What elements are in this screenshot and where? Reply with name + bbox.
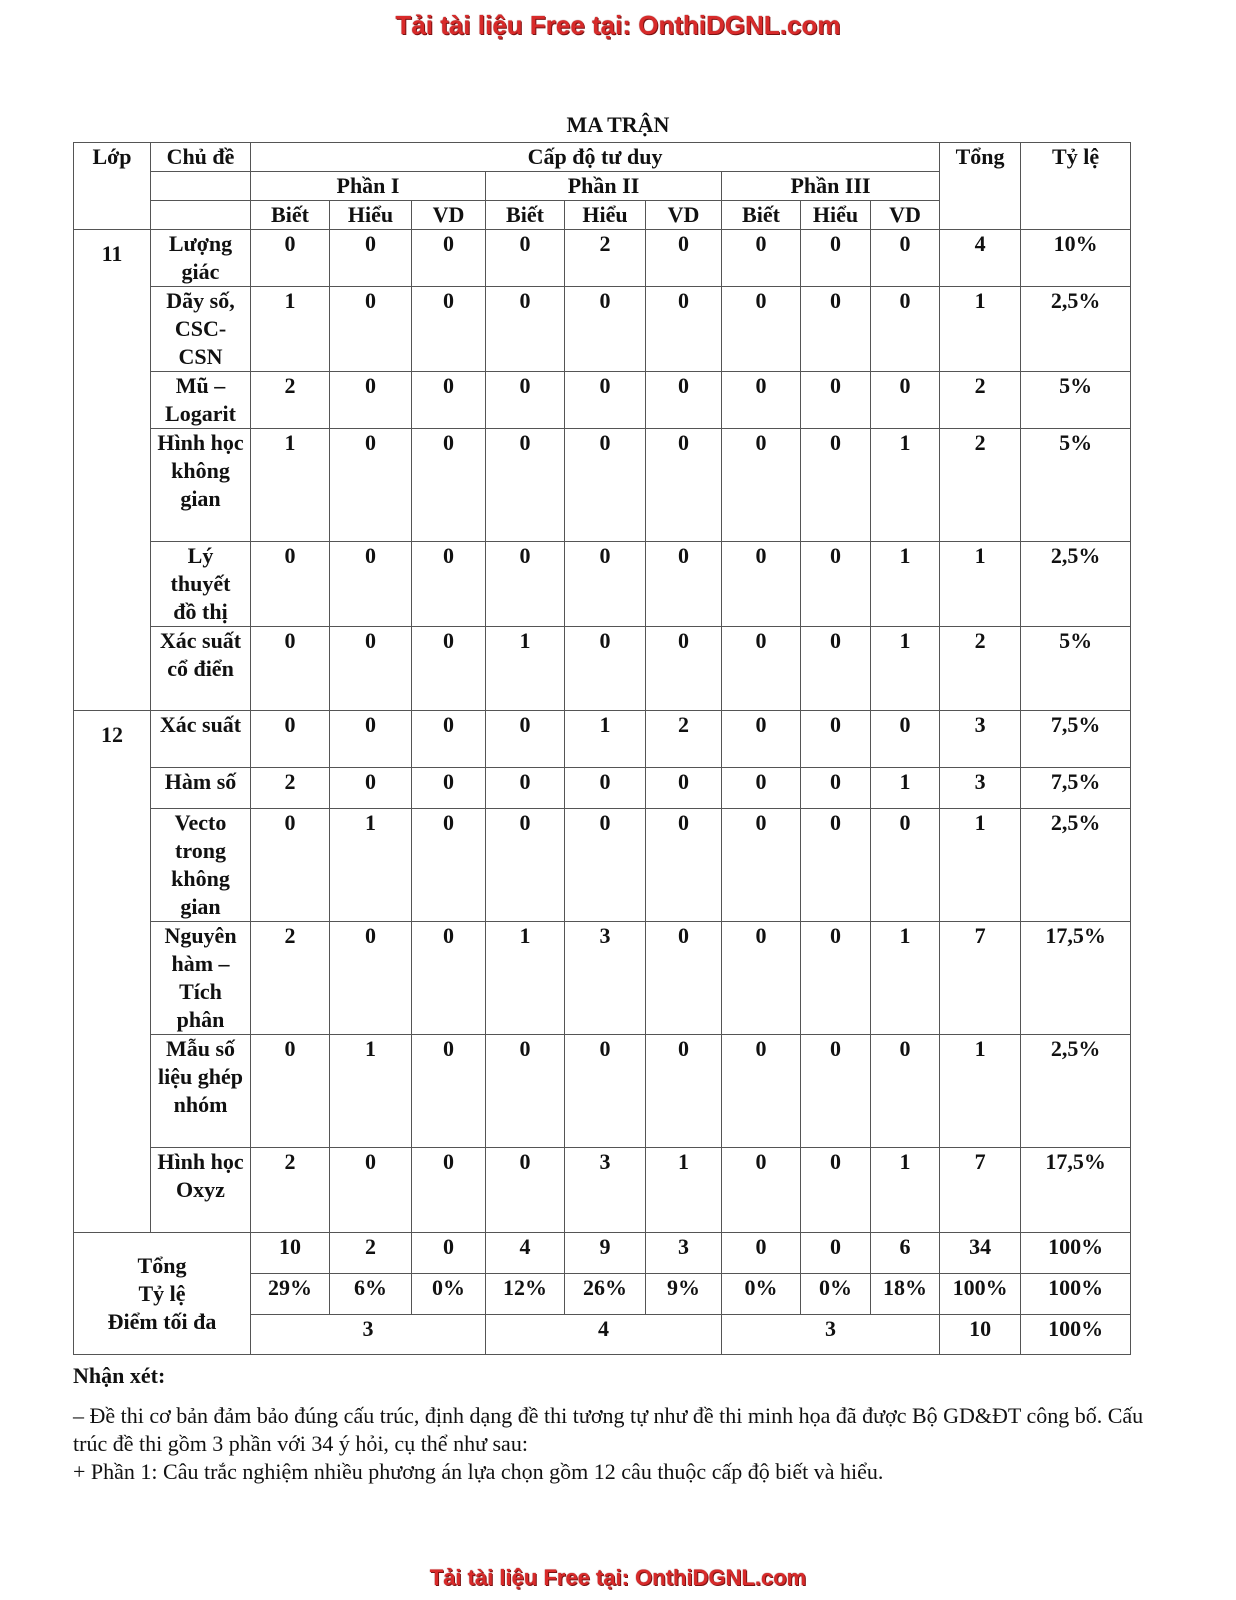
value-cell: 0 [486, 372, 565, 429]
total-cell: 1 [940, 542, 1021, 627]
value-cell: 0 [801, 429, 871, 542]
summary-total: 100% [940, 1274, 1021, 1315]
summary-label-tong: Tổng [137, 1252, 187, 1278]
value-cell: 0 [565, 429, 646, 542]
comment-line: – Đề thi cơ bản đảm bảo đúng cấu trúc, định dạng đề thi tương tự như đề thi minh họa đã được Bộ GD&ĐT công bố. Cấu trúc đề thi gồm 3 phần với 34 ý hỏi, cụ thể như sau: [73, 1403, 1144, 1456]
value-cell: 2 [565, 230, 646, 287]
value-cell: 1 [486, 627, 565, 711]
summary-cell: 12% [486, 1274, 565, 1315]
topic-cell: Hàm số [151, 768, 251, 809]
topic-cell: Nguyên hàm – Tích phân [151, 922, 251, 1035]
value-cell: 0 [251, 711, 330, 768]
topic-cell: Mũ – Logarit [151, 372, 251, 429]
value-cell: 0 [330, 372, 412, 429]
value-cell: 0 [412, 542, 486, 627]
value-cell: 3 [565, 922, 646, 1035]
total-cell: 3 [940, 768, 1021, 809]
header-phan-1: Phần I [251, 172, 486, 201]
summary-cell: 4 [486, 1233, 565, 1274]
summary-ratio: 100% [1021, 1233, 1131, 1274]
value-cell: 0 [565, 287, 646, 372]
ratio-cell: 7,5% [1021, 711, 1131, 768]
header-chu-de: Chủ đề [151, 143, 251, 172]
header-vd: VD [871, 201, 940, 230]
total-cell: 4 [940, 230, 1021, 287]
value-cell: 0 [646, 809, 722, 922]
value-cell: 0 [871, 809, 940, 922]
value-cell: 0 [722, 542, 801, 627]
header-ty-le: Tỷ lệ [1021, 143, 1131, 230]
value-cell: 0 [486, 711, 565, 768]
comment-line: + Phần 1: Câu trắc nghiệm nhiều phương án lựa chọn gồm 12 câu thuộc cấp độ biết và hiểu. [73, 1459, 884, 1484]
summary-cell: 6 [871, 1233, 940, 1274]
value-cell: 0 [486, 1035, 565, 1148]
ratio-cell: 5% [1021, 429, 1131, 542]
value-cell: 0 [871, 372, 940, 429]
value-cell: 0 [722, 429, 801, 542]
summary-cell: 18% [871, 1274, 940, 1315]
topic-cell: Hình học không gian [151, 429, 251, 542]
value-cell: 1 [251, 429, 330, 542]
ratio-cell: 7,5% [1021, 768, 1131, 809]
value-cell: 1 [871, 542, 940, 627]
value-cell: 0 [646, 287, 722, 372]
table-row [74, 1148, 1131, 1233]
value-cell: 0 [646, 768, 722, 809]
value-cell: 2 [251, 1148, 330, 1233]
summary-cell: 9 [565, 1233, 646, 1274]
ratio-cell: 10% [1021, 230, 1131, 287]
total-cell: 2 [940, 429, 1021, 542]
summary-cell: 29% [251, 1274, 330, 1315]
table-row [74, 922, 1131, 1035]
grade-cell: 12 [74, 711, 151, 1233]
matrix-table [73, 142, 1131, 1355]
total-cell: 3 [940, 711, 1021, 768]
topic-cell: Vecto trong không gian [151, 809, 251, 922]
value-cell: 0 [801, 542, 871, 627]
value-cell: 0 [330, 768, 412, 809]
header-hieu: Hiểu [565, 201, 646, 230]
header-vd: VD [646, 201, 722, 230]
topic-cell: Lý thuyết đồ thị [151, 542, 251, 627]
value-cell: 0 [486, 542, 565, 627]
value-cell: 0 [251, 809, 330, 922]
table-row [74, 809, 1131, 922]
value-cell: 0 [486, 1148, 565, 1233]
summary-cell: 2 [330, 1233, 412, 1274]
value-cell: 0 [412, 372, 486, 429]
value-cell: 0 [330, 230, 412, 287]
value-cell: 0 [565, 542, 646, 627]
value-cell: 2 [251, 372, 330, 429]
value-cell: 0 [412, 429, 486, 542]
value-cell: 2 [646, 711, 722, 768]
value-cell: 0 [801, 230, 871, 287]
header-tong: Tổng [940, 143, 1021, 230]
value-cell: 0 [412, 711, 486, 768]
header-cap-do: Cấp độ tư duy [251, 143, 940, 172]
value-cell: 0 [330, 287, 412, 372]
value-cell: 0 [722, 922, 801, 1035]
header-empty [151, 201, 251, 230]
value-cell: 1 [871, 922, 940, 1035]
value-cell: 0 [871, 711, 940, 768]
topic-cell: Mẫu số liệu ghép nhóm [151, 1035, 251, 1148]
value-cell: 0 [565, 809, 646, 922]
value-cell: 0 [722, 1148, 801, 1233]
table-row [74, 372, 1131, 429]
value-cell: 0 [646, 627, 722, 711]
table-row [74, 230, 1131, 287]
summary-diem-phan-3: 3 [722, 1315, 940, 1355]
summary-label-ty-le: Tỷ lệ [138, 1280, 186, 1306]
value-cell: 3 [565, 1148, 646, 1233]
header-phan-3: Phần III [722, 172, 940, 201]
comment-heading: Nhận xét: [73, 1363, 166, 1388]
table-row [74, 1035, 1131, 1148]
topic-cell: Xác suất cổ điển [151, 627, 251, 711]
value-cell: 0 [412, 1035, 486, 1148]
value-cell: 0 [871, 1035, 940, 1148]
page-title: MA TRẬN [566, 112, 670, 137]
value-cell: 0 [565, 627, 646, 711]
comment-body [73, 1402, 1153, 1486]
value-cell: 0 [565, 372, 646, 429]
value-cell: 1 [486, 922, 565, 1035]
summary-total: 10 [940, 1315, 1021, 1355]
value-cell: 0 [565, 768, 646, 809]
total-cell: 7 [940, 1148, 1021, 1233]
summary-cell: 0 [722, 1233, 801, 1274]
value-cell: 0 [486, 768, 565, 809]
topic-cell: Dãy số, CSC-CSN [151, 287, 251, 372]
value-cell: 0 [871, 287, 940, 372]
value-cell: 0 [646, 230, 722, 287]
summary-ratio: 100% [1021, 1315, 1131, 1355]
value-cell: 0 [486, 287, 565, 372]
ratio-cell: 2,5% [1021, 287, 1131, 372]
footer-banner[interactable]: Tải tài liệu Free tại: OnthiDGNL.com [429, 1565, 807, 1590]
value-cell: 0 [330, 542, 412, 627]
summary-cell: 9% [646, 1274, 722, 1315]
total-cell: 2 [940, 372, 1021, 429]
value-cell: 0 [330, 922, 412, 1035]
value-cell: 0 [722, 372, 801, 429]
ratio-cell: 5% [1021, 627, 1131, 711]
value-cell: 1 [871, 1148, 940, 1233]
header-biet: Biết [722, 201, 801, 230]
header-empty [151, 172, 251, 201]
ratio-cell: 5% [1021, 372, 1131, 429]
total-cell: 1 [940, 1035, 1021, 1148]
value-cell: 1 [251, 287, 330, 372]
grade-cell: 11 [74, 230, 151, 711]
value-cell: 0 [801, 809, 871, 922]
value-cell: 2 [251, 922, 330, 1035]
value-cell: 0 [801, 922, 871, 1035]
value-cell: 0 [330, 627, 412, 711]
value-cell: 0 [801, 287, 871, 372]
total-cell: 2 [940, 627, 1021, 711]
header-biet: Biết [486, 201, 565, 230]
value-cell: 0 [251, 542, 330, 627]
value-cell: 0 [646, 542, 722, 627]
value-cell: 1 [565, 711, 646, 768]
value-cell: 1 [330, 1035, 412, 1148]
value-cell: 0 [565, 1035, 646, 1148]
value-cell: 0 [412, 287, 486, 372]
value-cell: 1 [871, 627, 940, 711]
summary-total: 34 [940, 1233, 1021, 1274]
ratio-cell: 2,5% [1021, 542, 1131, 627]
value-cell: 0 [801, 372, 871, 429]
value-cell: 1 [871, 768, 940, 809]
summary-cell: 3 [646, 1233, 722, 1274]
value-cell: 0 [801, 711, 871, 768]
header-lop: Lớp [74, 143, 151, 230]
header-vd: VD [412, 201, 486, 230]
value-cell: 0 [486, 230, 565, 287]
value-cell: 0 [722, 287, 801, 372]
table-row [74, 429, 1131, 542]
ratio-cell: 2,5% [1021, 809, 1131, 922]
value-cell: 0 [801, 1035, 871, 1148]
value-cell: 0 [722, 230, 801, 287]
topic-cell: Xác suất [151, 711, 251, 768]
value-cell: 0 [801, 1148, 871, 1233]
value-cell: 0 [486, 809, 565, 922]
header-banner[interactable]: Tải tài liệu Free tại: OnthiDGNL.com [395, 10, 841, 40]
ratio-cell: 17,5% [1021, 922, 1131, 1035]
summary-cell: 6% [330, 1274, 412, 1315]
value-cell: 0 [251, 230, 330, 287]
value-cell: 2 [251, 768, 330, 809]
value-cell: 0 [412, 230, 486, 287]
summary-cell: 0% [412, 1274, 486, 1315]
value-cell: 0 [330, 429, 412, 542]
topic-cell: Lượng giác [151, 230, 251, 287]
summary-cell: 26% [565, 1274, 646, 1315]
total-cell: 1 [940, 809, 1021, 922]
header-hieu: Hiểu [330, 201, 412, 230]
value-cell: 0 [412, 627, 486, 711]
summary-label [74, 1233, 251, 1355]
header-biet: Biết [251, 201, 330, 230]
summary-cell: 0% [801, 1274, 871, 1315]
value-cell: 1 [871, 429, 940, 542]
value-cell: 0 [251, 1035, 330, 1148]
total-cell: 7 [940, 922, 1021, 1035]
value-cell: 0 [330, 711, 412, 768]
value-cell: 0 [486, 429, 565, 542]
summary-cell: 0% [722, 1274, 801, 1315]
total-cell: 1 [940, 287, 1021, 372]
header-phan-2: Phần II [486, 172, 722, 201]
value-cell: 0 [646, 922, 722, 1035]
table-row [74, 542, 1131, 627]
value-cell: 0 [412, 768, 486, 809]
summary-cell: 0 [412, 1233, 486, 1274]
value-cell: 1 [330, 809, 412, 922]
value-cell: 0 [801, 768, 871, 809]
value-cell: 0 [871, 230, 940, 287]
summary-ratio: 100% [1021, 1274, 1131, 1315]
value-cell: 0 [722, 809, 801, 922]
summary-diem-phan-1: 3 [251, 1315, 486, 1355]
value-cell: 0 [412, 1148, 486, 1233]
value-cell: 0 [801, 627, 871, 711]
table-row [74, 711, 1131, 768]
value-cell: 0 [722, 627, 801, 711]
table-row [74, 287, 1131, 372]
table-row [74, 627, 1131, 711]
value-cell: 0 [412, 809, 486, 922]
value-cell: 0 [330, 1148, 412, 1233]
ratio-cell: 17,5% [1021, 1148, 1131, 1233]
summary-label-diem: Điểm tối đa [107, 1308, 217, 1334]
value-cell: 0 [722, 768, 801, 809]
ratio-cell: 2,5% [1021, 1035, 1131, 1148]
summary-cell: 0 [801, 1233, 871, 1274]
topic-cell: Hình học Oxyz [151, 1148, 251, 1233]
summary-diem-phan-2: 4 [486, 1315, 722, 1355]
value-cell: 0 [251, 627, 330, 711]
value-cell: 0 [646, 372, 722, 429]
value-cell: 1 [646, 1148, 722, 1233]
value-cell: 0 [722, 711, 801, 768]
value-cell: 0 [722, 1035, 801, 1148]
value-cell: 0 [646, 1035, 722, 1148]
value-cell: 0 [412, 922, 486, 1035]
header-hieu: Hiểu [801, 201, 871, 230]
summary-cell: 10 [251, 1233, 330, 1274]
table-row [74, 768, 1131, 809]
value-cell: 0 [646, 429, 722, 542]
